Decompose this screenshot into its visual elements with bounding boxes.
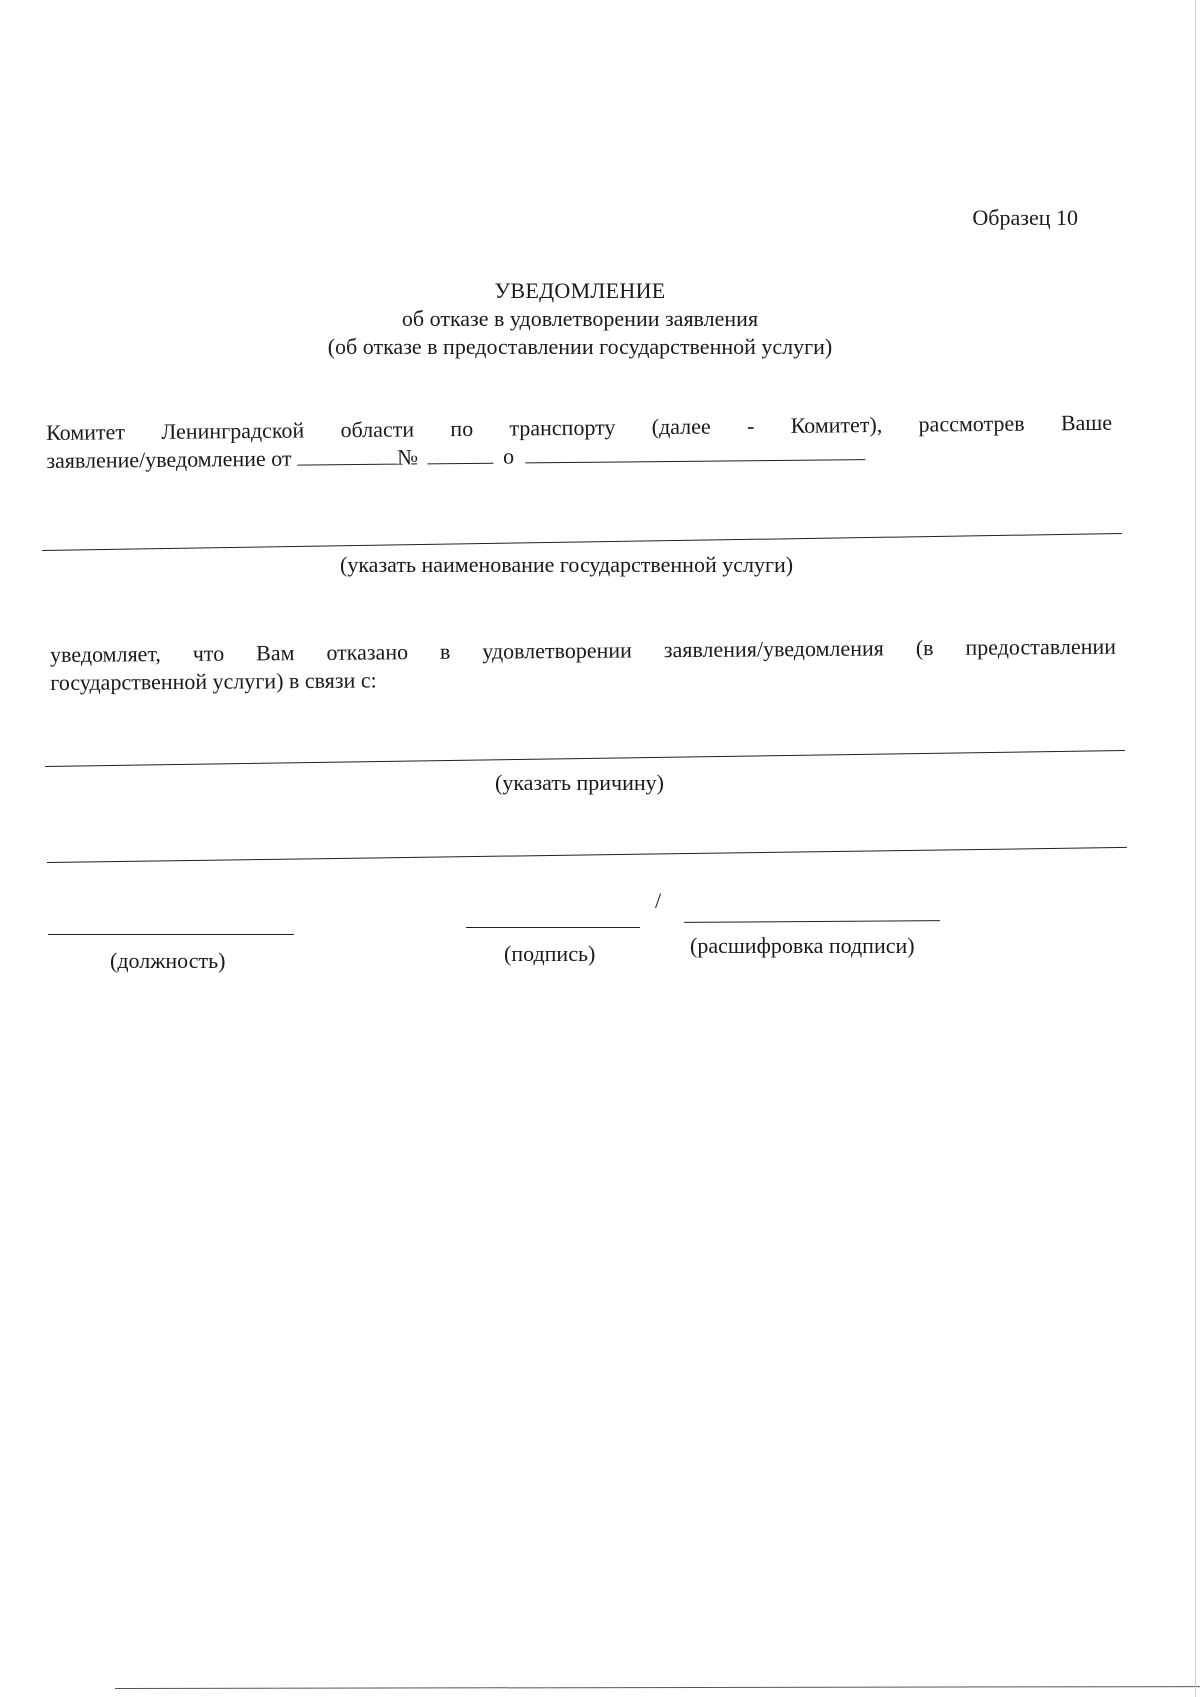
paragraph-committee-word: - — [746, 413, 755, 439]
signature-caption: (подпись) — [504, 941, 596, 966]
paragraph-refusal-word: отказано — [326, 639, 409, 665]
paragraph-refusal-line2: государственной услуги) в связи с: — [50, 667, 377, 695]
document-subtitle: об отказе в удовлетворении заявления — [401, 306, 759, 331]
scan-right-edge — [1195, 0, 1196, 1697]
position-caption: (должность) — [110, 948, 226, 973]
paragraph-committee-word: Ваше — [1060, 409, 1113, 436]
paragraph-refusal-word: уведомляет, — [50, 641, 161, 667]
paragraph-refusal-word: что — [192, 640, 225, 666]
paragraph-refusal-word: заявления/уведомления — [663, 635, 884, 663]
paragraph-refusal-word: предоставлении — [965, 633, 1117, 660]
number-sign: № — [396, 444, 419, 470]
application-prefix: заявление/уведомление от — [46, 445, 292, 473]
subject-blank-field[interactable] — [525, 441, 865, 463]
paragraph-refusal-word: в — [439, 638, 451, 664]
scan-bottom-edge — [115, 1686, 1200, 1689]
decryption-line[interactable] — [684, 920, 940, 923]
signature-slash: / — [655, 888, 662, 913]
paragraph-committee-word: Ленинградской — [161, 417, 305, 444]
paragraph-refusal-word: Вам — [255, 640, 295, 666]
document-subtitle-parenthetical: (об отказе в предоставлении государственной услуги) — [327, 334, 833, 359]
signature-line[interactable] — [466, 927, 640, 928]
additional-reason-line[interactable] — [47, 847, 1127, 863]
reason-line[interactable] — [45, 750, 1125, 767]
paragraph-committee-word: транспорту — [509, 414, 616, 441]
paragraph-committee-word: области — [340, 416, 415, 443]
document-title: УВЕДОМЛЕНИЕ — [494, 278, 666, 303]
position-line[interactable] — [48, 934, 294, 935]
about-word: о — [502, 443, 515, 469]
decryption-caption: (расшифровка подписи) — [690, 933, 915, 958]
service-name-line[interactable] — [42, 533, 1122, 551]
paragraph-committee-word: по — [450, 415, 474, 442]
reason-caption: (указать причину) — [495, 770, 664, 795]
paragraph-committee-word: Комитет — [46, 419, 126, 445]
paragraph-committee-word: (далее — [651, 413, 711, 440]
paragraph-committee-word: Комитет), — [790, 411, 883, 438]
paragraph-committee-word: рассмотрев — [918, 410, 1025, 437]
service-name-caption: (указать наименование государственной услуги) — [340, 552, 794, 577]
paragraph-refusal-word: (в — [915, 635, 934, 661]
paragraph-refusal-word: удовлетворении — [482, 637, 632, 664]
date-blank-field[interactable] — [297, 446, 397, 466]
paragraph-refusal — [50, 634, 1116, 696]
paragraph-committee — [46, 410, 1112, 474]
sample-label: Образец 10 — [972, 205, 1078, 230]
number-blank-field[interactable] — [427, 445, 493, 465]
